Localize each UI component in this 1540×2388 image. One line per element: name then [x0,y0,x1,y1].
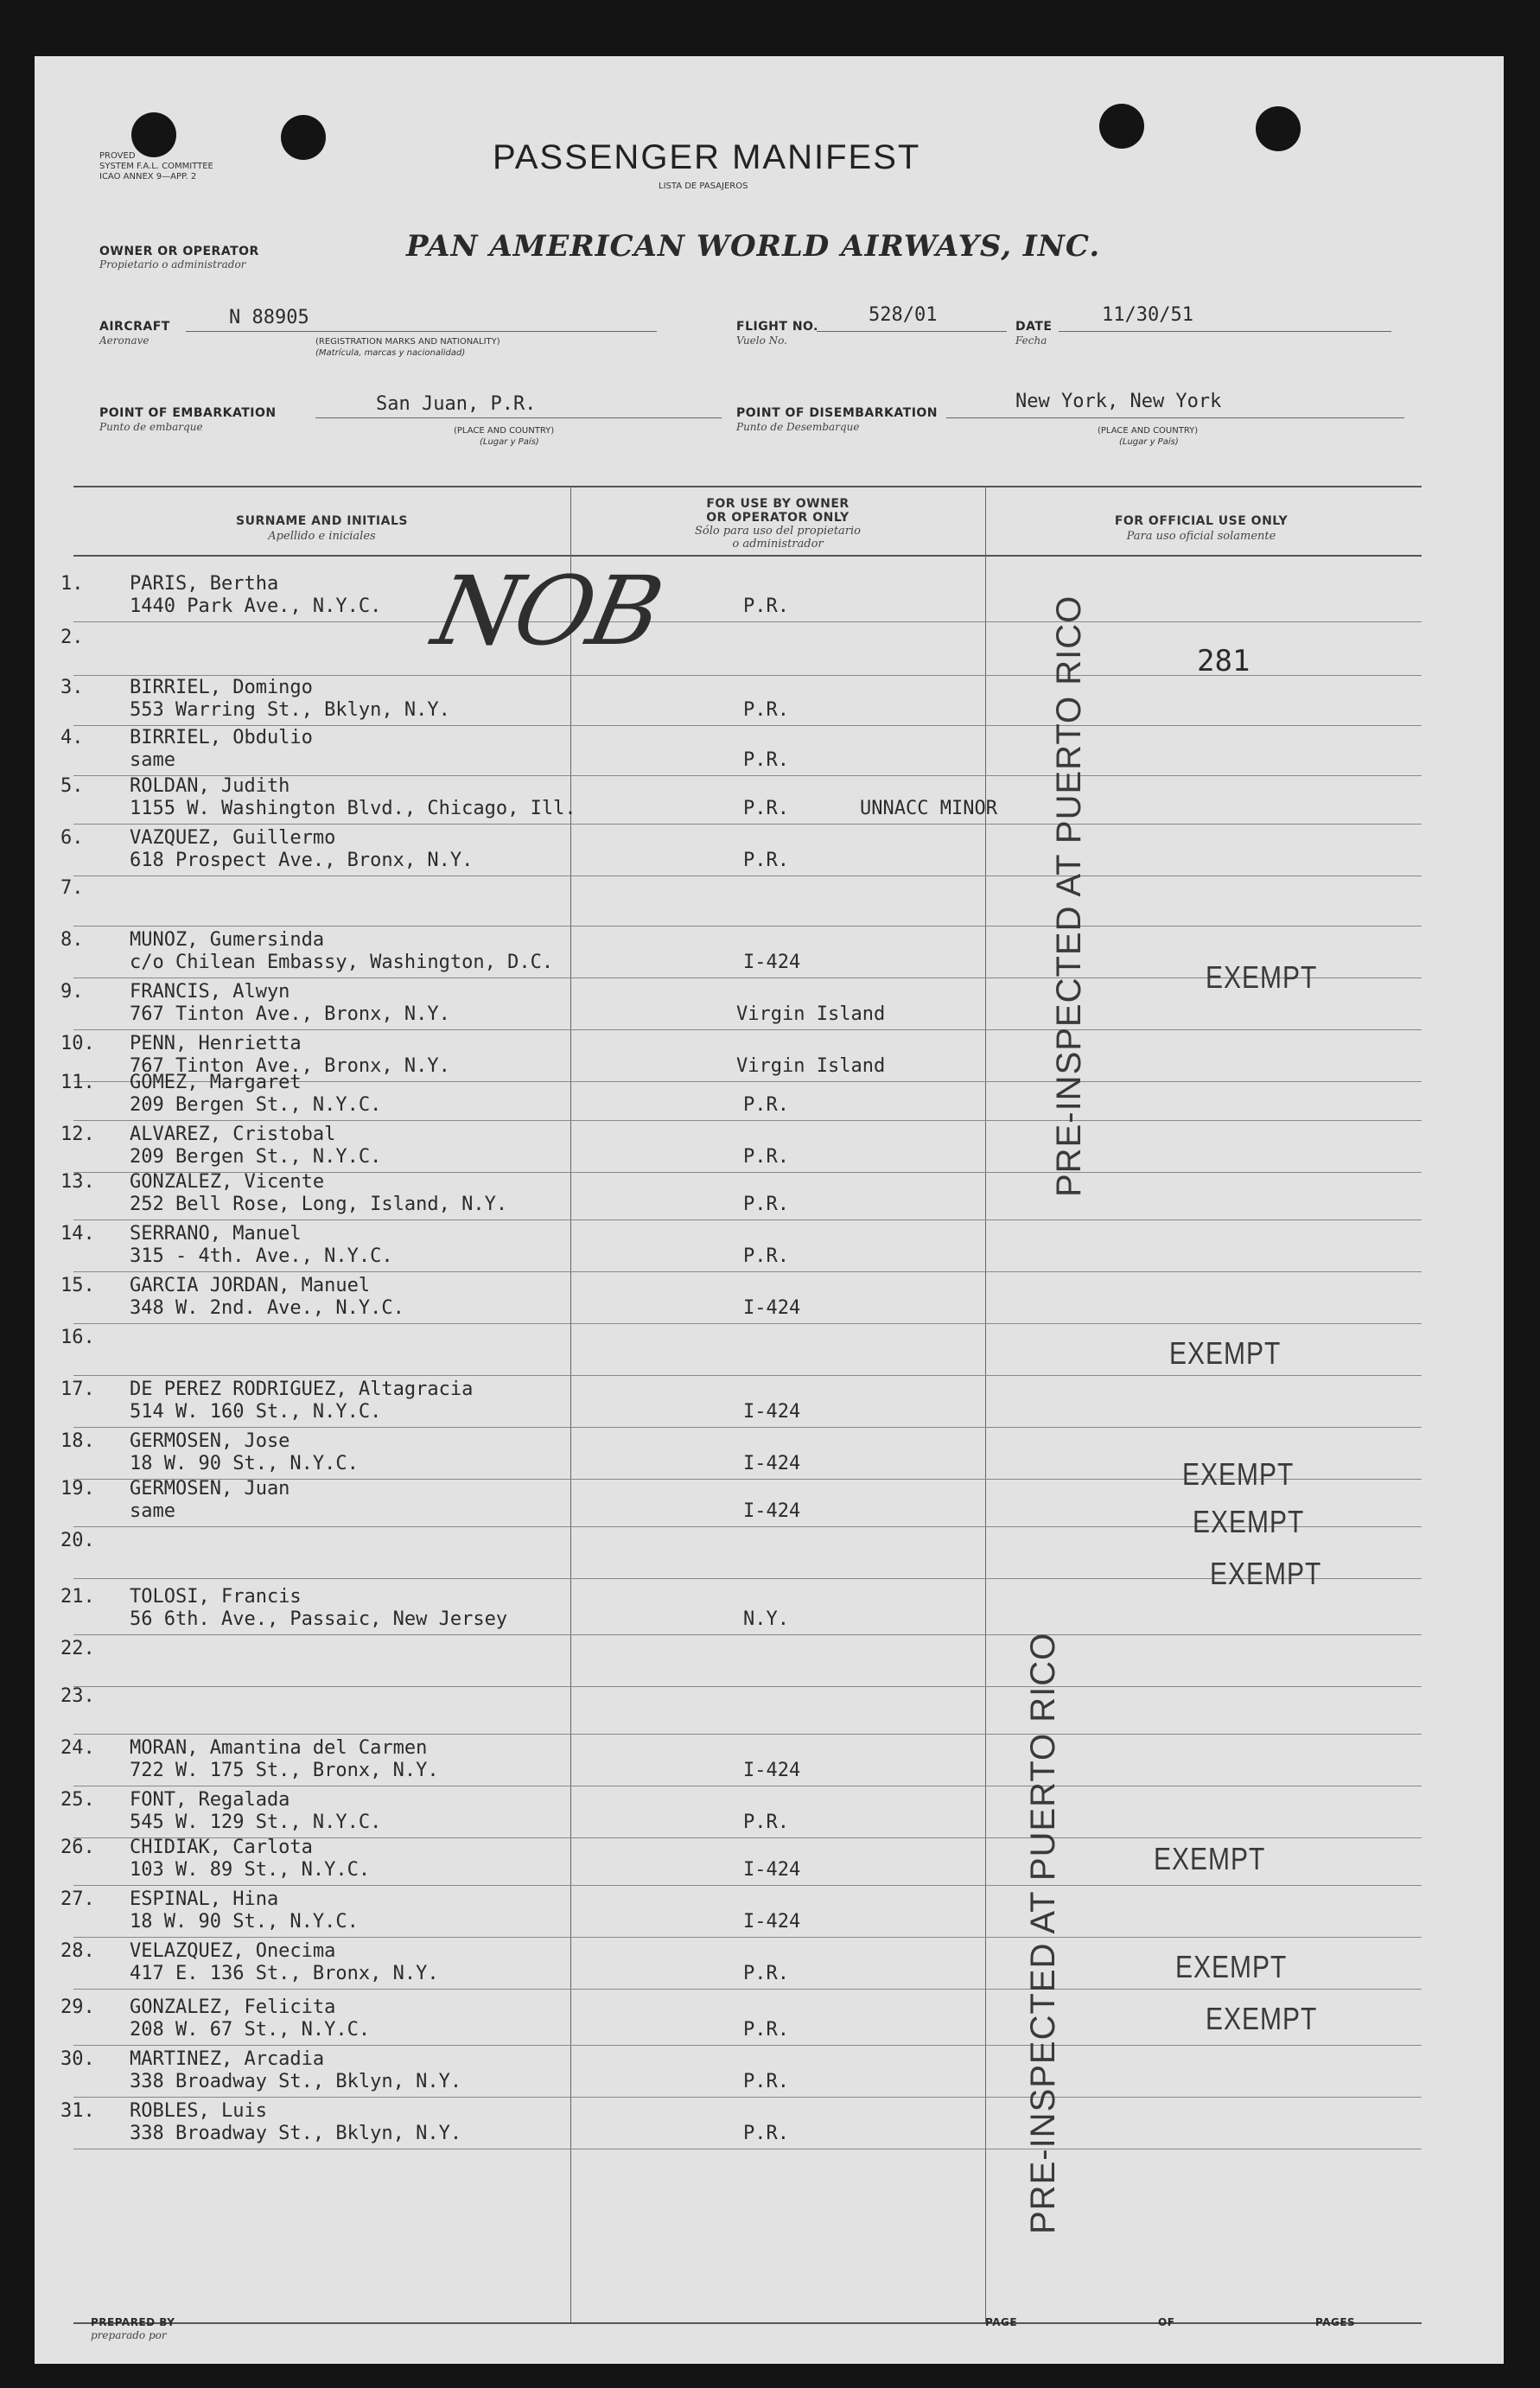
aircraft-label: AIRCRAFT [99,320,170,334]
passenger-address: 56 6th. Ave., Passaic, New Jersey [130,1608,508,1630]
punch-hole [281,115,326,160]
passenger-address: same [130,1500,175,1522]
approved-line: PROVED [99,151,136,161]
exempt-stamp: EXEMPT [1206,2002,1318,2037]
row-number: 29. [60,1996,95,2018]
exempt-stamp: EXEMPT [1154,1842,1266,1877]
row-number: 18. [60,1430,95,1452]
row-divider [73,725,1422,726]
exempt-stamp: EXEMPT [1175,1950,1288,1985]
row-number: 3. [60,677,84,698]
disembarkation-label: POINT OF DISEMBARKATION [736,406,939,420]
embarkation-note: (PLACE AND COUNTRY) [454,426,555,436]
punch-hole [1099,104,1144,149]
owner-code: P.R. [743,798,789,819]
row-number: 20. [60,1530,95,1551]
aircraft-value: N 88905 [229,307,309,328]
col-header-surname-es: Apellido e iniciales [268,530,376,543]
flight-label: FLIGHT NO. [736,320,818,334]
passenger-address: 338 Broadway St., Bklyn, N.Y. [130,2071,462,2092]
passenger-address: 208 W. 67 St., N.Y.C. [130,2019,371,2041]
col-header-surname: SURNAME AND INITIALS [236,514,408,528]
embarkation-note-es: (Lugar y País) [480,437,539,447]
owner-code: Virgin Island [736,1003,886,1025]
row-divider [73,1029,1422,1030]
embarkation-label-es: Punto de embarque [99,421,203,433]
row-number: 1. [60,573,84,595]
owner-label: OWNER OR OPERATOR [99,245,259,258]
owner-code: P.R. [743,2071,789,2092]
row-divider [73,1885,1422,1886]
row-number: 16. [60,1327,95,1348]
passenger-name: ESPINAL, Hina [130,1888,279,1910]
owner-label-es: Propietario o administrador [99,258,246,271]
embarkation-value: San Juan, P.R. [376,393,537,415]
owner-code: P.R. [743,2123,789,2144]
prepared-by-label-es: preparado por [91,2329,167,2341]
owner-code: I-424 [743,1453,801,1474]
passenger-name: GERMOSEN, Jose [130,1430,290,1452]
row-number: 24. [60,1737,95,1759]
passenger-name: ROLDAN, Judith [130,775,290,797]
owner-code: P.R. [743,850,789,871]
passenger-name: BIRRIEL, Domingo [130,677,313,698]
passenger-address: 722 W. 175 St., Bronx, N.Y. [130,1760,439,1781]
manifest-sheet [35,56,1504,2364]
owner-code: P.R. [743,1245,789,1267]
row-number: 19. [60,1478,95,1500]
row-number: 13. [60,1171,95,1193]
passenger-address: 618 Prospect Ave., Bronx, N.Y. [130,850,474,871]
row-divider [73,824,1422,825]
passenger-address: 553 Warring St., Bklyn, N.Y. [130,699,450,721]
row-number: 11. [60,1072,95,1093]
exempt-stamp: EXEMPT [1182,1457,1295,1493]
exempt-stamp: EXEMPT [1206,960,1318,996]
passenger-name: GARCIA JORDAN, Manuel [130,1275,371,1296]
row-divider [73,1271,1422,1272]
col-header-official-es: Para uso oficial solamente [1126,530,1276,543]
passenger-address: 18 W. 90 St., N.Y.C. [130,1453,359,1474]
row-number: 17. [60,1379,95,1400]
committee-line: SYSTEM F.A.L. COMMITTEE [99,162,213,171]
passenger-name: CHIDIAK, Carlota [130,1837,313,1858]
disembarkation-label-es: Punto de Desembarque [736,421,860,433]
col-header-owner: FOR USE BY OWNER OR OPERATOR ONLY Sólo para uso del propietario o administrador [694,497,862,551]
row-divider [73,1634,1422,1635]
passenger-name: FRANCIS, Alwyn [130,981,290,1003]
passenger-name: MARTINEZ, Arcadia [130,2048,325,2070]
row-divider [73,1120,1422,1121]
passenger-address: 18 W. 90 St., N.Y.C. [130,1911,359,1933]
owner-code: P.R. [743,1963,789,1984]
passenger-name: ROBLES, Luis [130,2100,267,2122]
passenger-address: 545 W. 129 St., N.Y.C. [130,1812,382,1833]
row-divider [73,1375,1422,1376]
passenger-address: 209 Bergen St., N.Y.C. [130,1094,382,1116]
row-number: 23. [60,1685,95,1707]
punch-hole [1256,106,1301,151]
passenger-address: 103 W. 89 St., N.Y.C. [130,1859,371,1881]
row-divider [73,1427,1422,1428]
passenger-name: VAZQUEZ, Guillermo [130,827,336,849]
passenger-name: PARIS, Bertha [130,573,279,595]
row-number: 7. [60,877,84,899]
row-number: 31. [60,2100,95,2122]
row-divider [73,2045,1422,2046]
row-number: 15. [60,1275,95,1296]
row-divider [73,1686,1422,1687]
disembarkation-note-es: (Lugar y País) [1119,437,1179,447]
owner-code: I-424 [743,1911,801,1933]
owner-note: UNNACC MINOR [860,798,997,819]
row-divider [73,926,1422,927]
passenger-address: 767 Tinton Ave., Bronx, N.Y. [130,1055,450,1077]
row-number: 21. [60,1586,95,1608]
passenger-address: c/o Chilean Embassy, Washington, D.C. [130,952,554,973]
date-value: 11/30/51 [1102,304,1193,326]
flight-label-es: Vuelo No. [736,334,787,347]
passenger-address: 209 Bergen St., N.Y.C. [130,1146,382,1168]
passenger-address: same [130,749,175,771]
owner-code: P.R. [743,1094,789,1116]
owner-code: Virgin Island [736,1055,886,1077]
row-number: 6. [60,827,84,849]
passenger-name: SERRANO, Manuel [130,1223,302,1245]
passenger-address: 338 Broadway St., Bklyn, N.Y. [130,2123,462,2144]
passenger-name: VELAZQUEZ, Onecima [130,1940,336,1962]
row-divider [73,2097,1422,2098]
preinspection-stamp: PRE-INSPECTED AT PUERTO RICO [1050,595,1088,1197]
operator-name: PAN AMERICAN WORLD AIRWAYS, INC. [406,229,1101,264]
passenger-name: MUNOZ, Gumersinda [130,929,325,951]
col-header-official: FOR OFFICIAL USE ONLY [1114,514,1289,528]
registration-note: (REGISTRATION MARKS AND NATIONALITY) [315,337,500,347]
row-number: 8. [60,929,84,951]
passenger-name: GONZALEZ, Felicita [130,1996,336,2018]
owner-code: I-424 [743,1401,801,1423]
passenger-name: DE PEREZ RODRIGUEZ, Altagracia [130,1379,474,1400]
exempt-stamp: EXEMPT [1193,1505,1305,1540]
passenger-name: FONT, Regalada [130,1789,290,1811]
page-title-es: LISTA DE PASAJEROS [659,181,748,191]
date-label: DATE [1015,320,1053,334]
passenger-address: 348 W. 2nd. Ave., N.Y.C. [130,1297,404,1319]
owner-code: P.R. [743,595,789,617]
owner-code: P.R. [743,749,789,771]
row-number: 26. [60,1837,95,1858]
passenger-address: 1155 W. Washington Blvd., Chicago, Ill. [130,798,576,819]
passenger-name: GERMOSEN, Juan [130,1478,290,1500]
owner-code: I-424 [743,1500,801,1522]
owner-code: P.R. [743,1146,789,1168]
passenger-name: GOMEZ, Margaret [130,1072,302,1093]
row-divider [73,1989,1422,1990]
page-label: PAGE [985,2316,1018,2328]
row-number: 5. [60,775,84,797]
row-divider [73,621,1422,622]
pages-label: PAGES [1315,2316,1356,2328]
row-number: 28. [60,1940,95,1962]
row-number: 2. [60,627,84,648]
row-divider [73,1734,1422,1735]
passenger-address: 767 Tinton Ave., Bronx, N.Y. [130,1003,450,1025]
handwritten-annotation: NOB [424,556,669,666]
passenger-name: TOLOSI, Francis [130,1586,302,1608]
flight-value: 528/01 [869,304,938,326]
passenger-address: 417 E. 136 St., Bronx, N.Y. [130,1963,439,1984]
row-divider [73,1219,1422,1220]
passenger-name: ALVAREZ, Cristobal [130,1124,336,1145]
passenger-name: BIRRIEL, Obdulio [130,727,313,748]
owner-code: I-424 [743,1760,801,1781]
owner-code: N.Y. [743,1608,789,1630]
row-divider [73,1937,1422,1938]
row-divider [73,1323,1422,1324]
page-title: PASSENGER MANIFEST [493,138,921,176]
annex-line: ICAO ANNEX 9—APP. 2 [99,172,197,181]
row-number: 30. [60,2048,95,2070]
date-label-es: Fecha [1015,334,1047,347]
disembarkation-note: (PLACE AND COUNTRY) [1098,426,1199,436]
row-number: 12. [60,1124,95,1145]
passenger-name: PENN, Henrietta [130,1033,302,1054]
approval-block [99,151,213,182]
exempt-stamp: EXEMPT [1169,1336,1282,1372]
owner-code: I-424 [743,1297,801,1319]
exempt-stamp: EXEMPT [1210,1557,1322,1592]
row-number: 9. [60,981,84,1003]
row-number: 27. [60,1888,95,1910]
aircraft-label-es: Aeronave [99,334,150,347]
owner-code: P.R. [743,699,789,721]
row-number: 4. [60,727,84,748]
prepared-by-label: PREPARED BY [91,2316,175,2328]
owner-code: P.R. [743,2019,789,2041]
passenger-name: GONZALEZ, Vicente [130,1171,325,1193]
passenger-address: 514 W. 160 St., N.Y.C. [130,1401,382,1423]
passenger-address: 252 Bell Rose, Long, Island, N.Y. [130,1194,508,1215]
registration-note-es: (Matrícula, marcas y nacionalidad) [315,348,466,358]
of-label: OF [1158,2316,1175,2328]
official-number: 281 [1197,644,1250,678]
owner-code: I-424 [743,1859,801,1881]
embarkation-label: POINT OF EMBARKATION [99,406,277,420]
owner-code: P.R. [743,1812,789,1833]
passenger-address: 1440 Park Ave., N.Y.C. [130,595,382,617]
disembarkation-value: New York, New York [1015,391,1222,412]
passenger-name: MORAN, Amantina del Carmen [130,1737,428,1759]
owner-code: P.R. [743,1194,789,1215]
preinspection-stamp: PRE-INSPECTED AT PUERTO RICO [1024,1632,1062,2234]
passenger-address: 315 - 4th. Ave., N.Y.C. [130,1245,393,1267]
row-number: 25. [60,1789,95,1811]
owner-code: I-424 [743,952,801,973]
row-number: 14. [60,1223,95,1245]
row-number: 22. [60,1638,95,1659]
row-number: 10. [60,1033,95,1054]
